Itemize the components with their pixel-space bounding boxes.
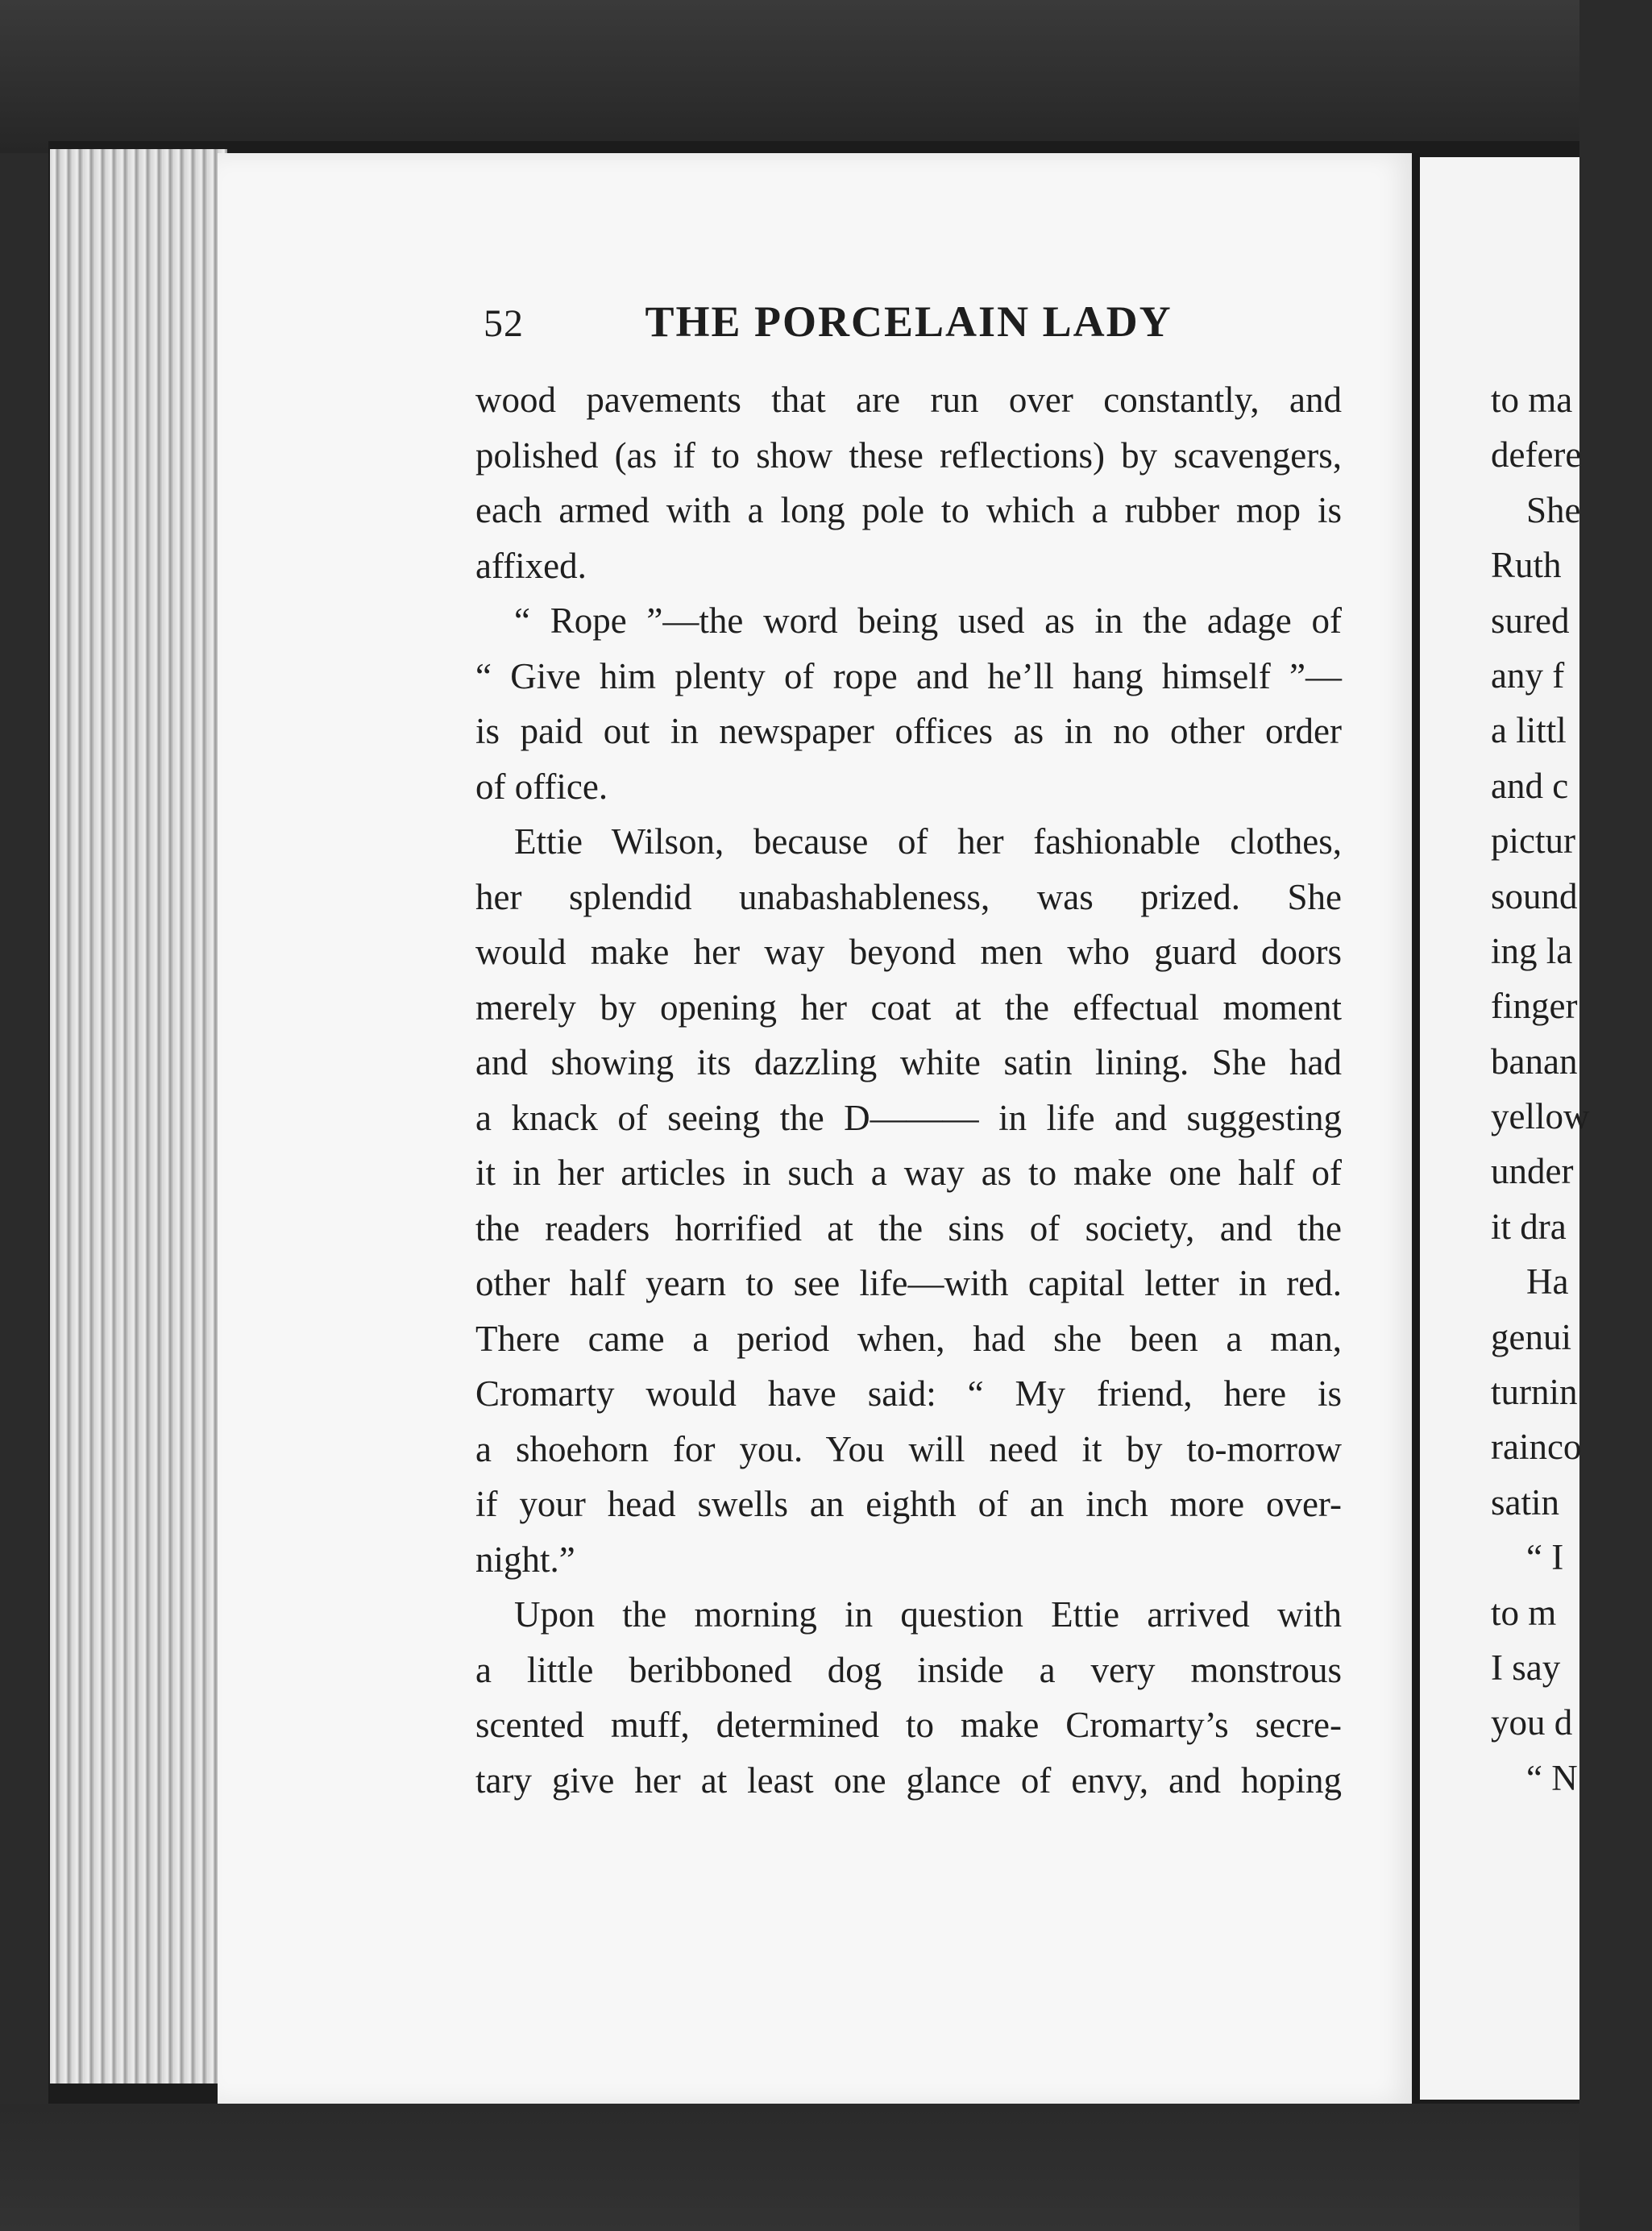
scan-backdrop-top (0, 0, 1579, 153)
text-line: wood pavements that are run over constantly, and (475, 380, 1342, 420)
text-line: her splendid unabashableness, was prized. She (475, 876, 1342, 917)
right-page-line: it dra (1491, 1206, 1567, 1247)
right-page-line: under (1491, 1151, 1574, 1192)
right-page-line: sound (1491, 875, 1578, 916)
right-page (1420, 157, 1590, 2100)
right-page-line: yellow (1491, 1096, 1590, 1137)
text-line: night.” (475, 1539, 575, 1580)
text-line: each armed with a long pole to which a rubber mop is (475, 490, 1342, 530)
right-page-line: finger (1491, 986, 1578, 1027)
right-page-line: “ N (1526, 1757, 1578, 1798)
text-line: merely by opening her coat at the effectual moment (475, 987, 1342, 1028)
text-line: “ Rope ”—the word being used as in the adage of (514, 600, 1342, 641)
right-page-line: you d (1491, 1702, 1573, 1743)
right-page-line: defere (1491, 434, 1582, 476)
text-line: a shoehorn for you. You will need it by to-morrow (475, 1428, 1342, 1469)
right-page-line: satin (1491, 1481, 1559, 1523)
text-line: the readers horrified at the sins of society, and the (475, 1207, 1342, 1248)
text-line: scented muff, determined to make Cromarty’s secre- (475, 1705, 1342, 1745)
text-line: a little beribboned dog inside a very monstrous (475, 1649, 1342, 1690)
running-title: THE PORCELAIN LADY (645, 297, 1173, 346)
right-page-line: to m (1491, 1592, 1557, 1633)
text-line: it in her articles in such a way as to make one half of (475, 1153, 1342, 1193)
right-page-line: I say (1491, 1647, 1561, 1688)
text-line: Cromarty would have said: “ My friend, here is (475, 1373, 1342, 1414)
text-line: Upon the morning in question Ettie arrived with (514, 1594, 1342, 1635)
text-line: “ Give him plenty of rope and he’ll hang himself ”— (475, 655, 1342, 696)
right-page-line: “ I (1526, 1537, 1564, 1578)
text-line: affixed. (475, 545, 587, 586)
text-line: other half yearn to see life—with capital letter in red. (475, 1263, 1342, 1303)
text-line: polished (as if to show these reflections) by scavengers, (475, 434, 1342, 476)
text-line: There came a period when, had she been a man, (475, 1318, 1342, 1359)
text-line: is paid out in newspaper offices as in no other order (475, 711, 1342, 751)
page-number: 52 (484, 302, 524, 345)
right-page-text (1491, 372, 1652, 1805)
right-page-line: Ruth (1491, 545, 1562, 586)
right-page-line: banan (1491, 1041, 1578, 1082)
text-line: a knack of seeing the D——— in life and suggesting (475, 1097, 1342, 1138)
running-head (484, 297, 1370, 353)
text-line: and showing its dazzling white satin lining. She had (475, 1042, 1342, 1082)
right-page-line: ing la (1491, 930, 1573, 971)
right-page-line: any f (1491, 654, 1565, 696)
text-line: of office. (475, 766, 608, 807)
right-page-line: She (1526, 489, 1581, 530)
text-line: Ettie Wilson, because of her fashionable clothes, (514, 821, 1342, 862)
right-page-line: rainco (1491, 1427, 1582, 1468)
scan-backdrop-bottom (0, 2104, 1579, 2231)
book-gutter (1412, 153, 1420, 2104)
right-page-line: to ma (1491, 380, 1573, 420)
right-page-line: genui (1491, 1316, 1571, 1357)
page-edges (50, 149, 227, 2084)
text-line: tary give her at least one glance of envy, and hoping (475, 1759, 1342, 1801)
right-page-line: a littl (1491, 710, 1567, 751)
right-page-line: Ha (1526, 1261, 1569, 1302)
text-line: would make her way beyond men who guard doors (475, 932, 1342, 972)
text-line: if your head swells an eighth of an inch more over- (475, 1484, 1342, 1524)
right-page-line: turnin (1491, 1372, 1578, 1413)
right-page-line: sured (1491, 600, 1570, 641)
right-page-line: and c (1491, 765, 1569, 806)
right-page-line: pictur (1491, 821, 1575, 862)
body-text (475, 372, 1342, 1808)
